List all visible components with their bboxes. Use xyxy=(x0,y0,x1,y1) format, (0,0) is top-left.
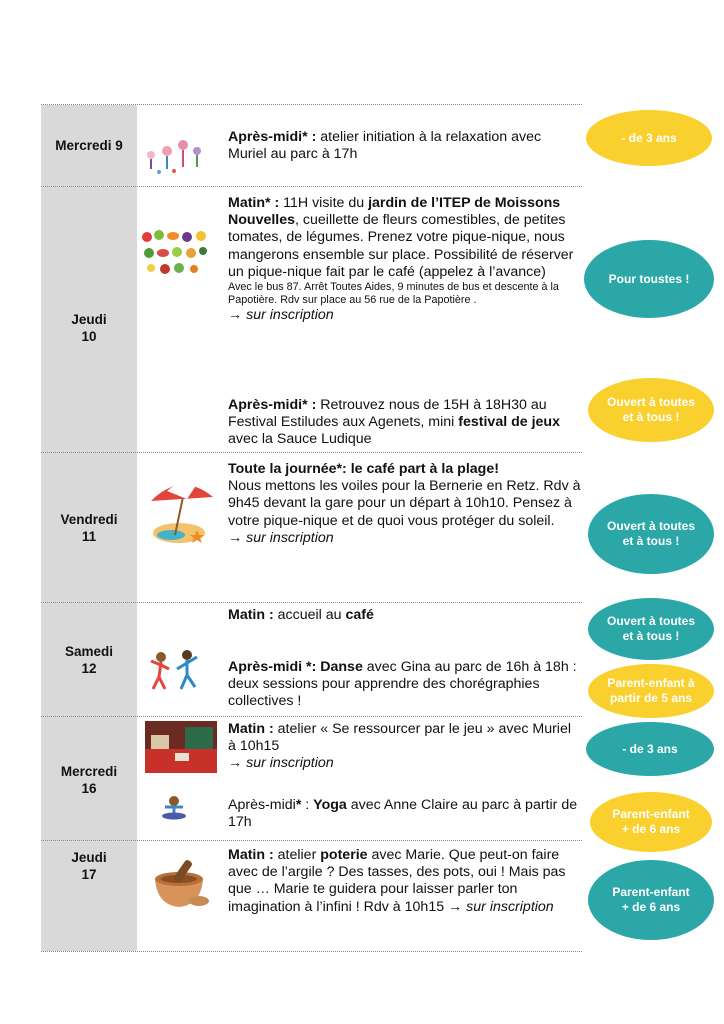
bus-info: Avec le bus 87. Arrêt Toutes Aides, 9 minutes de bus et descente à la Papotière. Rdv sur place au 56 rue de la Papotière . xyxy=(228,281,559,307)
day-label: Vendredi 11 xyxy=(60,512,118,544)
audience-badge: - de 3 ans xyxy=(586,110,712,166)
pottery-icon xyxy=(149,855,213,911)
activity-entry: Après-midi* : atelier initiation à la relaxation avec Muriel au parc à 17h xyxy=(228,129,542,163)
day-label: Mercredi 16 xyxy=(60,764,118,796)
day-row-mercredi-9 xyxy=(41,104,582,187)
day-row-jeudi-17 xyxy=(41,840,582,952)
day-row-samedi-12 xyxy=(41,602,582,717)
dancing-children-icon xyxy=(147,649,203,695)
audience-badge: Ouvert à toutes et à tous ! xyxy=(588,378,714,442)
day-label: Samedi 12 xyxy=(64,644,114,676)
audience-badge: Ouvert à toutes et à tous ! xyxy=(588,598,714,660)
activity-period: Après-midi xyxy=(228,129,303,145)
activity-period: Matin xyxy=(228,721,266,737)
activity-entry: Après-midi *: Danse avec Gina au parc de 16h à 18h : deux sessions pour apprendre des chorégraphies collectives ! xyxy=(228,659,577,710)
yoga-child-icon xyxy=(159,795,189,821)
audience-badge: Parent-enfant + de 6 ans xyxy=(588,860,714,940)
audience-badge: Parent-enfant + de 6 ans xyxy=(590,792,712,852)
day-row-vendredi-11 xyxy=(41,452,582,603)
day-label: Jeudi 17 xyxy=(71,850,107,882)
registration-note: → sur inscription xyxy=(448,898,554,915)
activity-entry: Après-midi* : Retrouvez nous de 15H à 18H30 au Festival Estiludes aux Agenets, mini festival de jeux avec la Sauce Ludique xyxy=(228,397,560,448)
activity-period: Matin xyxy=(228,607,266,623)
activity-entry: Matin : atelier « Se ressourcer par le jeu » avec Muriel à 10h15 → sur inscription xyxy=(228,721,582,773)
registration-note: → sur inscription xyxy=(228,529,334,546)
activity-period: Toute la journée*: le café part à la plage! xyxy=(228,461,499,477)
audience-badge: Ouvert à toutes et à tous ! xyxy=(588,494,714,574)
day-label: Jeudi 10 xyxy=(71,312,107,344)
day-row-jeudi-10 xyxy=(41,186,582,453)
activity-period: Après-midi xyxy=(228,797,296,813)
activity-entry: Après-midi* : Yoga avec Anne Claire au parc à partir de 17h xyxy=(228,797,578,831)
activity-entry: Matin : atelier poterie avec Marie. Que peut-on faire avec de l’argile ? Des tasses, des pots, oui ! Mais pas que … Marie te guidera pour laisser parler ton imagination à l’infini ! Rdv à 10h15 → sur inscription xyxy=(228,847,566,915)
day-row-mercredi-16 xyxy=(41,716,582,841)
day-label: Mercredi 9 xyxy=(55,138,123,153)
activity-entry: Matin : accueil au café xyxy=(228,607,374,623)
registration-note: → sur inscription xyxy=(228,307,334,324)
activity-period: Matin xyxy=(228,847,266,863)
audience-badge: Parent-enfant à partir de 5 ans xyxy=(588,664,714,718)
audience-badge: - de 3 ans xyxy=(586,722,714,776)
vegetables-icon xyxy=(139,227,211,277)
audience-badge: Pour toustes ! xyxy=(584,240,714,318)
beach-umbrella-icon xyxy=(145,477,215,547)
activity-entry: Matin* : 11H visite du jardin de l’ITEP de Moissons Nouvelles, cueillette de fleurs comestibles, de petites tomates, de légumes. Prenez votre pique-nique, nous mangerons ensemble sur place. Possibilité de réserver un pique-nique fait par le café (appelez à l’avance) Avec le bus 87. Arrêt Toutes Aides, 9 minutes de bus et descente à la Papotière. Rdv sur place au 56 rue de la Papotière . → sur inscription xyxy=(228,195,582,324)
registration-note: → sur inscription xyxy=(228,755,334,772)
activity-entry: Toute la journée*: le café part à la plage! Nous mettons les voiles pour la Bernerie en Retz. Rdv à 9h45 devant la gare pour un départ à 10h10. Pensez à votre pique-nique et de quoi vous protéger du soleil. → sur inscription xyxy=(228,461,581,546)
activity-period: Après-midi xyxy=(228,659,303,675)
children-drawing-icon xyxy=(139,133,209,175)
activity-period: Après-midi xyxy=(228,397,303,413)
game-workshop-photo xyxy=(145,721,217,773)
activity-period: Matin xyxy=(228,195,266,211)
